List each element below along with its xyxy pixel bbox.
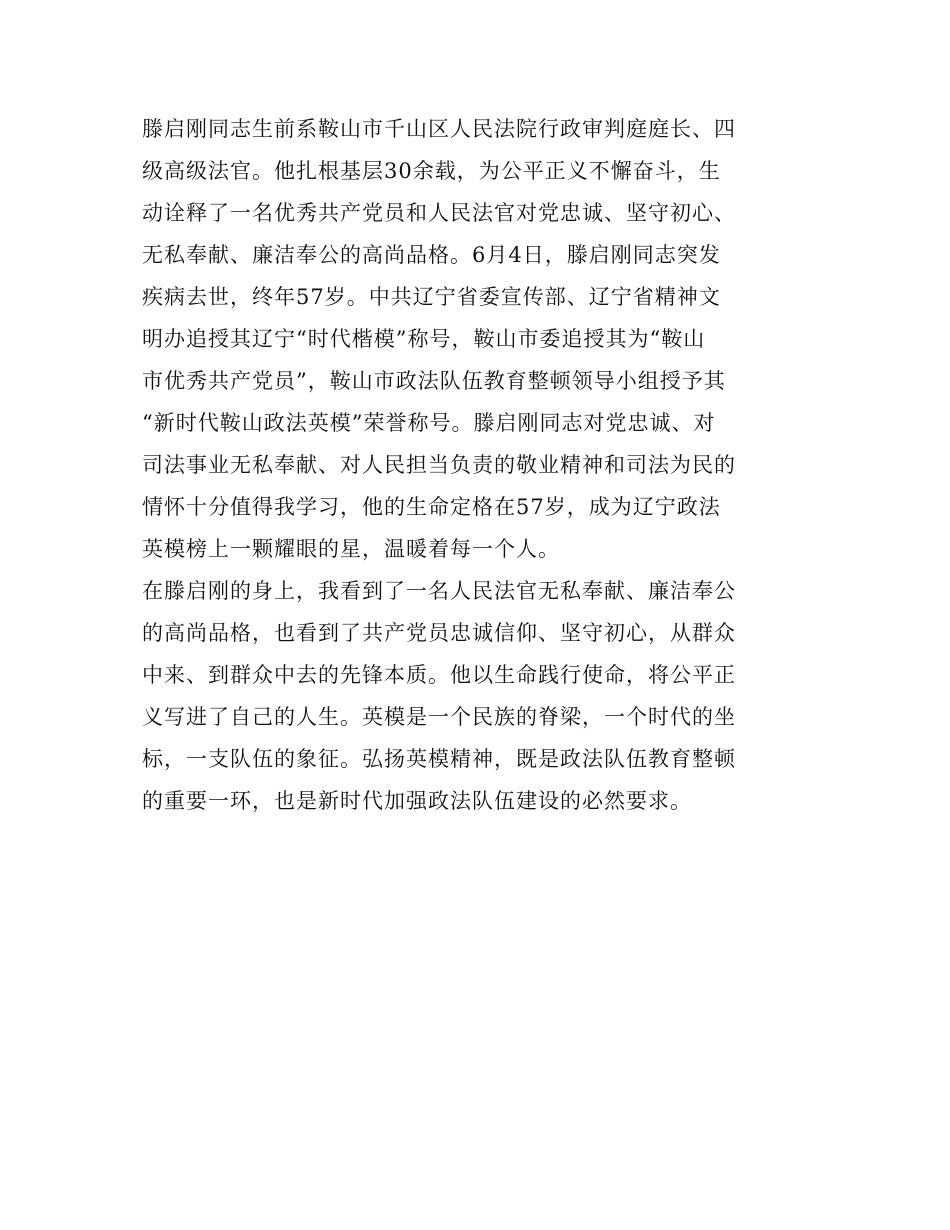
paragraph-2	[142, 570, 810, 822]
text-line: 在滕启刚的身上，我看到了一名人民法官无私奉献、廉洁奉公	[142, 579, 736, 603]
text-line: 的高尚品格，也看到了共产党员忠诚信仰、坚守初心，从群众	[142, 621, 736, 645]
text-line: 市优秀共产党员”，鞍山市政法队伍教育整顿领导小组授予其	[142, 369, 726, 393]
document-body	[142, 108, 810, 822]
text-line: 义写进了自己的人生。英模是一个民族的脊梁，一个时代的坐	[142, 705, 736, 729]
text-line: 动诠释了一名优秀共产党员和人民法官对党忠诚、坚守初心、	[142, 201, 736, 225]
text-line: 情怀十分值得我学习，他的生命定格在57岁，成为辽宁政法	[142, 495, 721, 519]
text-line: 司法事业无私奉献、对人民担当负责的敬业精神和司法为民的	[142, 453, 736, 477]
text-line: 滕启刚同志生前系鞍山市千山区人民法院行政审判庭庭长、四	[142, 117, 736, 141]
text-line: 的重要一环，也是新时代加强政法队伍建设的必然要求。	[142, 789, 692, 813]
text-line: 明办追授其辽宁“时代楷模”称号，鞍山市委追授其为“鞍山	[142, 327, 706, 351]
text-line: 级高级法官。他扎根基层30余载，为公平正义不懈奋斗，生	[142, 159, 721, 183]
paragraph-1	[142, 108, 810, 570]
text-line: 中来、到群众中去的先锋本质。他以生命践行使命，将公平正	[142, 663, 736, 687]
text-line: “新时代鞍山政法英模”荣誉称号。滕启刚同志对党忠诚、对	[142, 411, 716, 435]
text-line: 疾病去世，终年57岁。中共辽宁省委宣传部、辽宁省精神文	[142, 285, 721, 309]
text-line: 英模榜上一颗耀眼的星，温暖着每一个人。	[142, 537, 560, 561]
text-line: 标，一支队伍的象征。弘扬英模精神，既是政法队伍教育整顿	[142, 747, 736, 771]
text-line: 无私奉献、廉洁奉公的高尚品格。6月4日，滕启刚同志突发	[142, 243, 721, 267]
